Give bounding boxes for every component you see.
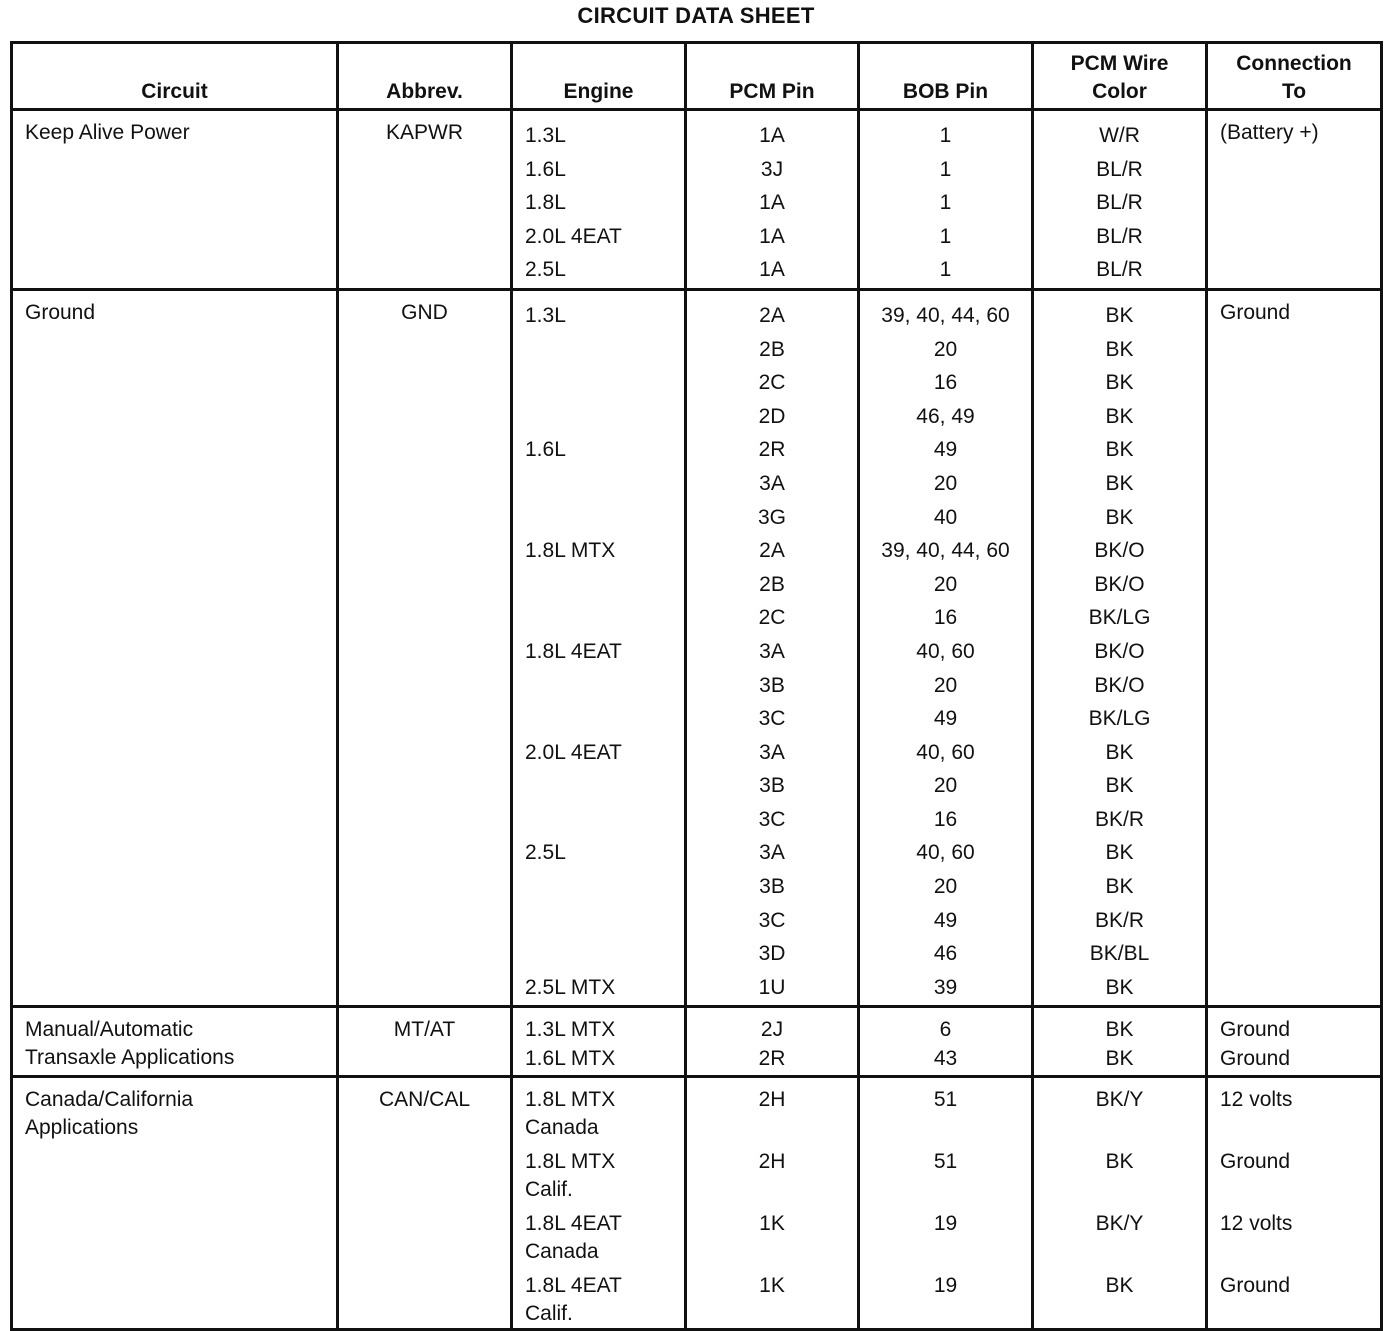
cell-line: 43	[933, 1046, 958, 1070]
cell-line: 2C	[758, 606, 786, 630]
cell-line: BK	[1105, 975, 1134, 999]
cell-line	[1220, 1300, 1380, 1328]
connection-list	[1208, 1008, 1380, 1075]
cell-line	[1220, 1238, 1380, 1266]
cell-line: 2.0L 4EAT	[525, 740, 622, 764]
cell-line: 51	[933, 1088, 958, 1112]
cell-pcm-pin	[686, 289, 859, 1006]
cell-line: 16	[933, 371, 958, 395]
cell-circuit	[12, 1007, 338, 1077]
circuit-name-line2: Transaxle Applications	[25, 1046, 235, 1070]
cell-line: BK	[1105, 1018, 1134, 1042]
cell-connection	[1207, 110, 1382, 290]
pcm-pin-list	[687, 1008, 857, 1075]
cell-line	[860, 1114, 1031, 1142]
cell-line: 1.8L 4EAT	[525, 1274, 622, 1298]
circuit-name-line1: Canada/California	[25, 1088, 194, 1112]
wire-color-list	[1034, 1008, 1205, 1075]
cell-line: Canada	[525, 1116, 599, 1140]
cell-line	[860, 1300, 1031, 1328]
cell-line	[525, 601, 684, 635]
cell-engine	[512, 1007, 686, 1077]
cell-line: BK/O	[1094, 572, 1145, 596]
cell-line	[1034, 1300, 1205, 1328]
cell-line	[525, 769, 684, 803]
cell-line: BK	[1105, 774, 1134, 798]
group-row-mtat	[12, 1007, 1382, 1077]
header-connection-line2: To	[1281, 80, 1307, 103]
bob-pin-list	[860, 111, 1031, 288]
cell-line: 2D	[758, 404, 786, 428]
cell-line	[687, 1114, 857, 1142]
header-connection	[1207, 43, 1382, 110]
cell-line: 2B	[759, 337, 785, 361]
cell-abbrev	[338, 1077, 512, 1330]
cell-line: 19	[933, 1274, 958, 1298]
cell-line	[525, 333, 684, 367]
cell-line: 1A	[759, 191, 785, 215]
cell-line: 1.8L MTX	[525, 1150, 616, 1174]
cell-line: 1	[939, 157, 952, 181]
cell-abbrev	[338, 110, 512, 290]
cell-bob-pin	[859, 289, 1033, 1006]
cell-line: BK/Y	[1095, 1212, 1144, 1236]
cell-connection	[1207, 1077, 1382, 1330]
cell-line: 1.8L 4EAT	[525, 639, 622, 663]
cell-line: 2B	[759, 572, 785, 596]
cell-line: 40, 60	[916, 639, 975, 663]
connection-value: (Battery +)	[1220, 121, 1319, 144]
cell-line	[1034, 1238, 1205, 1266]
cell-line	[525, 702, 684, 736]
cell-abbrev	[338, 289, 512, 1006]
cell-wire-color	[1033, 110, 1207, 290]
cell-line	[525, 400, 684, 434]
cell-line: 2A	[759, 539, 785, 563]
cell-line: 1	[939, 191, 952, 215]
pcm-pin-list	[687, 111, 857, 288]
circuit-name-line2: Applications	[25, 1116, 139, 1140]
cell-line: 1A	[759, 258, 785, 282]
bob-pin-list	[860, 291, 1031, 1005]
group-row-cancal	[12, 1077, 1382, 1330]
cell-line	[860, 1238, 1031, 1266]
cell-line	[525, 937, 684, 971]
cell-line: 39	[933, 975, 958, 999]
cell-line: 3C	[758, 908, 786, 932]
cell-engine	[512, 110, 686, 290]
header-engine: Engine	[512, 43, 686, 110]
cell-line	[525, 870, 684, 904]
engine-list	[513, 1008, 684, 1075]
header-bob-pin: BOB Pin	[859, 43, 1033, 110]
abbrev-value: CAN/CAL	[378, 1088, 471, 1112]
cell-line: BK/R	[1094, 908, 1144, 932]
cell-line	[1220, 1176, 1380, 1204]
cell-pcm-pin	[686, 1007, 859, 1077]
engine-list	[513, 1078, 684, 1328]
cell-line	[525, 366, 684, 400]
cell-circuit	[12, 110, 338, 290]
cell-line: 3A	[759, 740, 785, 764]
cell-line: BK/O	[1094, 639, 1145, 663]
group-row-gnd	[12, 289, 1382, 1006]
cell-line: BK	[1105, 841, 1134, 865]
cell-line	[1034, 1176, 1205, 1204]
cell-line: BK/R	[1094, 807, 1144, 831]
cell-line: 39, 40, 44, 60	[881, 539, 1010, 563]
header-wire-color	[1033, 43, 1207, 110]
cell-line	[687, 1176, 857, 1204]
cell-line: 2H	[758, 1150, 786, 1174]
cell-line: BK/BL	[1089, 942, 1150, 966]
cell-line: 51	[933, 1150, 958, 1174]
bob-pin-list	[860, 1078, 1031, 1328]
cell-line: 1	[939, 124, 952, 147]
cell-line: BK	[1105, 404, 1134, 428]
cell-line: 1.8L MTX	[525, 1088, 616, 1112]
cell-bob-pin	[859, 110, 1033, 290]
cell-line: BL/R	[1096, 157, 1143, 181]
cell-wire-color	[1033, 1007, 1207, 1077]
cell-line: BK	[1105, 875, 1134, 899]
cell-line: BK/O	[1094, 539, 1145, 563]
cell-line: 2R	[758, 1046, 786, 1070]
wire-color-list	[1034, 291, 1205, 1005]
cell-connection	[1207, 289, 1382, 1006]
cell-line: 40	[933, 505, 958, 529]
cell-line: 16	[933, 807, 958, 831]
cell-line: 2H	[758, 1088, 786, 1112]
engine-list	[513, 111, 684, 288]
engine-list	[513, 291, 684, 1005]
cell-line: 3B	[759, 875, 785, 899]
cell-line: 1A	[759, 224, 785, 248]
cell-line	[1220, 1114, 1380, 1142]
cell-line	[1034, 1114, 1205, 1142]
abbrev-value: MT/AT	[393, 1018, 456, 1042]
cell-line: BK	[1105, 1150, 1134, 1174]
cell-line: 3A	[759, 471, 785, 495]
cell-line: 1.6L	[525, 157, 566, 181]
abbrev-value: KAPWR	[385, 121, 463, 144]
cell-line: 2.0L 4EAT	[525, 224, 622, 248]
cell-line: 3B	[759, 673, 785, 697]
cell-line: 1K	[759, 1274, 785, 1298]
wire-color-list	[1034, 111, 1205, 288]
cell-line: 1.3L	[525, 124, 566, 147]
cell-line: 1	[939, 258, 952, 282]
cell-line: Calif.	[525, 1178, 573, 1202]
cell-line: 1.6L MTX	[525, 1046, 616, 1070]
connection-list	[1208, 1078, 1380, 1328]
cell-line: 46, 49	[916, 404, 975, 428]
cell-line: 19	[933, 1212, 958, 1236]
cell-line	[525, 501, 684, 535]
cell-line: 2A	[759, 303, 785, 327]
cell-line: 3G	[757, 505, 786, 529]
cell-line: 39, 40, 44, 60	[881, 303, 1010, 327]
cell-line: Ground	[1220, 1046, 1291, 1070]
cell-line: BL/R	[1096, 224, 1143, 248]
cell-pcm-pin	[686, 110, 859, 290]
cell-line: BK/Y	[1095, 1088, 1144, 1112]
cell-engine	[512, 289, 686, 1006]
cell-line: 16	[933, 606, 958, 630]
cell-line: 1K	[759, 1212, 785, 1236]
cell-line: BL/R	[1096, 191, 1143, 215]
cell-line: 3A	[759, 639, 785, 663]
cell-line: 1.3L MTX	[525, 1018, 616, 1042]
cell-circuit	[12, 1077, 338, 1330]
cell-connection	[1207, 1007, 1382, 1077]
cell-line: BK	[1105, 1046, 1134, 1070]
cell-line	[525, 669, 684, 703]
cell-line: 1.3L	[525, 303, 566, 327]
cell-line: 46	[933, 942, 958, 966]
cell-line	[525, 568, 684, 602]
cell-line: 3A	[759, 841, 785, 865]
cell-abbrev	[338, 1007, 512, 1077]
cell-line: Calif.	[525, 1302, 573, 1326]
cell-line	[525, 803, 684, 837]
circuit-data-table	[10, 41, 1383, 1331]
header-wire-color-line1: PCM Wire	[1070, 52, 1169, 75]
cell-line: 1.6L	[525, 438, 566, 462]
cell-line: Ground	[1220, 1150, 1291, 1174]
cell-line: 49	[933, 707, 958, 731]
cell-line: BL/R	[1096, 258, 1143, 282]
cell-line: 2J	[760, 1018, 784, 1042]
cell-line: 3C	[758, 707, 786, 731]
cell-line: BK	[1105, 337, 1134, 361]
header-wire-color-line2: Color	[1092, 80, 1147, 103]
cell-line: 12 volts	[1220, 1212, 1293, 1236]
cell-line: 6	[939, 1018, 952, 1042]
cell-bob-pin	[859, 1077, 1033, 1330]
cell-line: BK	[1105, 471, 1134, 495]
cell-line: 2.5L	[525, 841, 566, 865]
cell-line: 40, 60	[916, 841, 975, 865]
cell-line: 1	[939, 224, 952, 248]
cell-line: 1U	[758, 975, 786, 999]
cell-line: 3J	[760, 157, 784, 181]
group-row-kapwr	[12, 110, 1382, 290]
cell-line: 20	[933, 471, 958, 495]
cell-line: BK/O	[1094, 673, 1145, 697]
cell-line: 12 volts	[1220, 1088, 1293, 1112]
cell-line: BK	[1105, 1274, 1134, 1298]
header-circuit: Circuit	[12, 43, 338, 110]
cell-line: BK	[1105, 740, 1134, 764]
cell-line: Ground	[1220, 1018, 1291, 1042]
pcm-pin-list	[687, 1078, 857, 1328]
cell-line	[525, 467, 684, 501]
header-abbrev: Abbrev.	[338, 43, 512, 110]
cell-line: 49	[933, 438, 958, 462]
circuit-name: Ground	[25, 300, 96, 324]
cell-line: BK/LG	[1088, 606, 1151, 630]
cell-line: 1.8L 4EAT	[525, 1212, 622, 1236]
cell-circuit	[12, 289, 338, 1006]
cell-line: BK/LG	[1088, 707, 1151, 731]
pcm-pin-list	[687, 291, 857, 1005]
cell-line	[687, 1238, 857, 1266]
cell-pcm-pin	[686, 1077, 859, 1330]
cell-line: 3C	[758, 807, 786, 831]
cell-line: BK	[1105, 505, 1134, 529]
cell-line: Canada	[525, 1240, 599, 1264]
cell-engine	[512, 1077, 686, 1330]
cell-line: BK	[1105, 303, 1134, 327]
circuit-name: Keep Alive Power	[25, 121, 190, 144]
cell-line	[860, 1176, 1031, 1204]
cell-line: 1.8L MTX	[525, 539, 616, 563]
header-connection-line1: Connection	[1236, 52, 1352, 75]
cell-line: 20	[933, 673, 958, 697]
cell-line: 40, 60	[916, 740, 975, 764]
connection-value: Ground	[1220, 300, 1291, 324]
cell-bob-pin	[859, 1007, 1033, 1077]
cell-line: 2.5L	[525, 258, 566, 282]
header-pcm-pin: PCM Pin	[686, 43, 859, 110]
cell-line: BK	[1105, 438, 1134, 462]
cell-line	[525, 904, 684, 938]
cell-line: 20	[933, 875, 958, 899]
cell-line: 20	[933, 337, 958, 361]
cell-wire-color	[1033, 289, 1207, 1006]
cell-line: 1A	[759, 124, 785, 147]
cell-line: 2R	[758, 438, 786, 462]
page-title: CIRCUIT DATA SHEET	[577, 3, 815, 28]
cell-line: W/R	[1099, 124, 1140, 147]
cell-line: Ground	[1220, 1274, 1291, 1298]
bob-pin-list	[860, 1008, 1031, 1075]
wire-color-list	[1034, 1078, 1205, 1328]
cell-line: 49	[933, 908, 958, 932]
cell-line: 1.8L	[525, 191, 566, 215]
cell-wire-color	[1033, 1077, 1207, 1330]
cell-line: BK	[1105, 371, 1134, 395]
circuit-name-line1: Manual/Automatic	[25, 1018, 194, 1042]
cell-line: 20	[933, 572, 958, 596]
cell-line: 3D	[758, 942, 786, 966]
cell-line	[687, 1300, 857, 1328]
cell-line: 20	[933, 774, 958, 798]
cell-line: 3B	[759, 774, 785, 798]
header-row	[12, 43, 1382, 110]
abbrev-value: GND	[401, 300, 448, 324]
cell-line: 2C	[758, 371, 786, 395]
cell-line: 2.5L MTX	[525, 975, 616, 999]
